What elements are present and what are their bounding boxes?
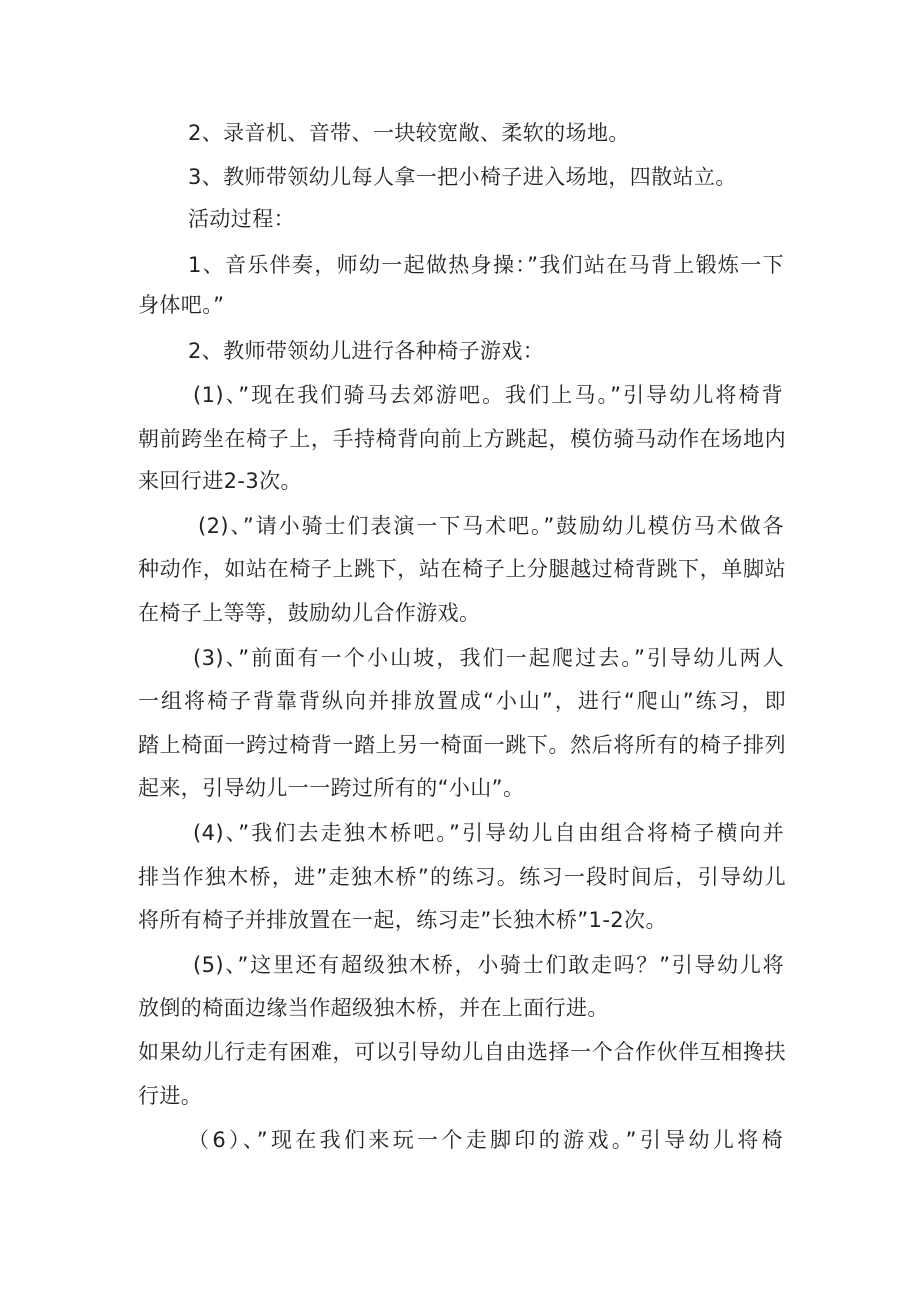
- text-line: 在椅子上等等，鼓励幼儿合作游戏。: [138, 601, 481, 625]
- text-line: 起来，引导幼儿一一跨过所有的“小山”。: [138, 776, 525, 800]
- text-line: 行进。: [138, 1084, 203, 1108]
- text-line: (3)、”前面有一个小山坡，我们一起爬过去。”引导幼儿两人: [193, 646, 784, 670]
- text-line: 排当作独木桥，进”走独木桥”的练习。练习一段时间后，引导幼儿: [138, 865, 786, 889]
- text-line: 2、录音机、音带、一块较宽敞、柔软的场地。: [188, 121, 630, 145]
- text-line: （6）、”现在我们来玩一个走脚印的游戏。”引导幼儿将椅: [188, 1128, 783, 1152]
- text-line: 将所有椅子并排放置在一起，练习走”长独木桥”1-2次。: [138, 908, 667, 932]
- text-line: 朝前跨坐在椅子上，手持椅背向前上方跳起，模仿骑马动作在场地内: [138, 427, 786, 451]
- text-line: 踏上椅面一跨过椅背一踏上另一椅面一跳下。然后将所有的椅子排列: [138, 733, 786, 757]
- text-line: (5)、”这里还有超级独木桥，小骑士们敢走吗？”引导幼儿将: [193, 953, 784, 977]
- text-line: 2、教师带领幼儿进行各种椅子游戏：: [188, 339, 545, 363]
- text-line: (1)、”现在我们骑马去郊游吧。我们上马。”引导幼儿将椅背: [193, 383, 783, 407]
- text-line: 放倒的椅面边缘当作超级独木桥，并在上面行进。: [138, 996, 609, 1020]
- text-line: 来回行进2-3次。: [138, 469, 302, 493]
- section-heading: 活动过程：: [188, 207, 295, 231]
- text-line: 如果幼儿行走有困难，可以引导幼儿自由选择一个合作伙伴互相搀扶: [138, 1040, 786, 1064]
- text-line: (2)、”请小骑士们表演一下马术吧。”鼓励幼儿模仿马术做各: [198, 514, 784, 538]
- text-line: (4)、”我们去走独木桥吧。”引导幼儿自由组合将椅子横向并: [193, 821, 784, 845]
- text-line: 3、教师带领幼儿每人拿一把小椅子进入场地，四散站立。: [188, 165, 737, 189]
- text-line: 1、音乐伴奏，师幼一起做热身操：”我们站在马背上锻炼一下: [188, 253, 784, 277]
- text-line: 一组将椅子背靠背纵向并排放置成“小山”，进行“爬山”练习，即: [138, 689, 786, 713]
- text-line: 身体吧。”: [138, 293, 225, 317]
- text-line: 种动作，如站在椅子上跳下，站在椅子上分腿越过椅背跳下，单脚站: [138, 557, 786, 581]
